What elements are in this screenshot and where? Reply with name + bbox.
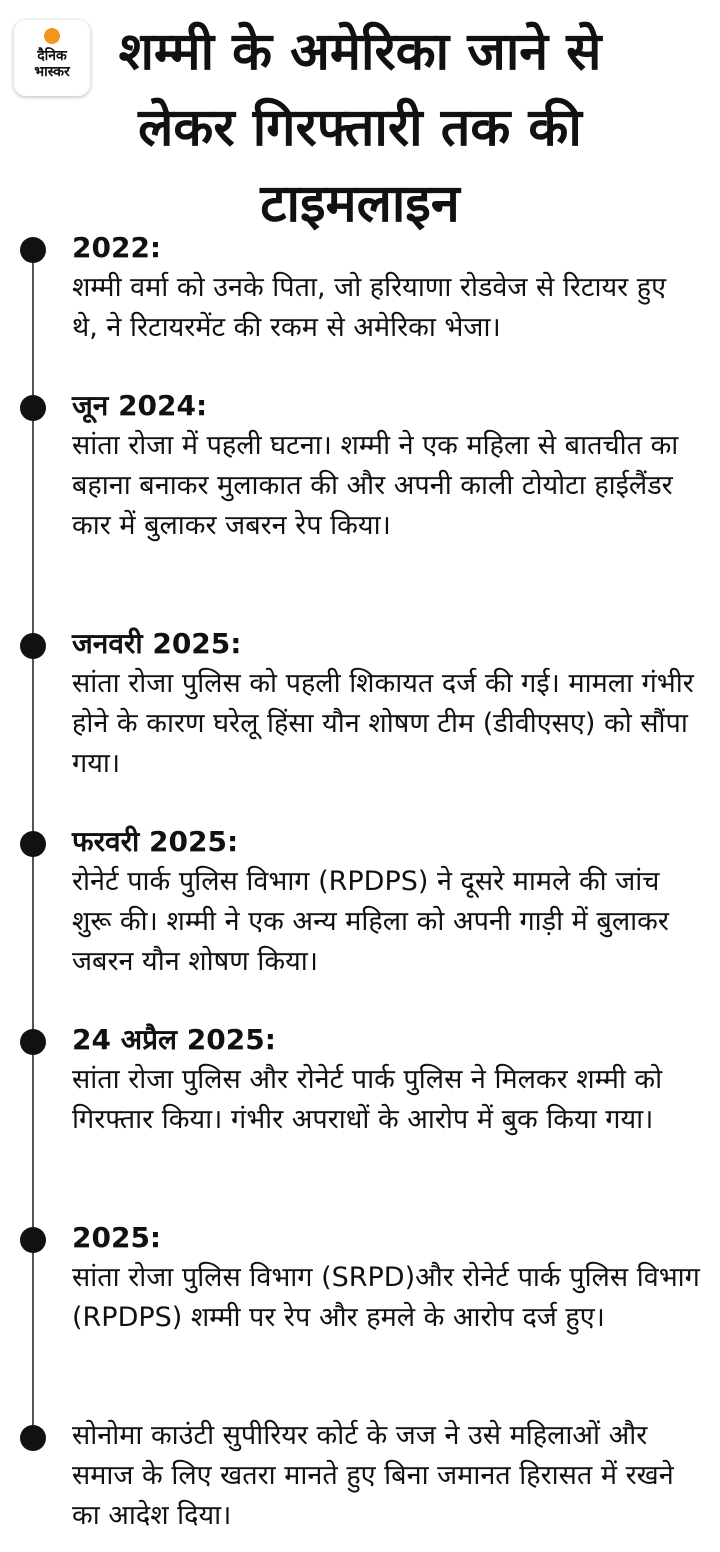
timeline-dot: [20, 1227, 46, 1253]
timeline-entry: [72, 1218, 700, 1338]
timeline-entry: [72, 1020, 700, 1140]
page-title: शम्मी के अमेरिका जाने से लेकर गिरफ्तारी तक की टाइमलाइन: [118, 22, 602, 234]
timeline-date: फरवरी 2025:: [72, 825, 239, 858]
timeline-date: 2025:: [72, 1221, 162, 1254]
timeline-text: सांता रोजा पुलिस और रोनेर्ट पार्क पुलिस ने मिलकर शम्मी को गिरफ्तार किया। गंभीर अपराधों के आरोप में बुक किया गया।: [72, 1064, 663, 1135]
timeline-entry: [72, 822, 700, 982]
timeline-date: 2022:: [72, 231, 162, 264]
sun-icon: [44, 28, 60, 44]
timeline-entry: [72, 386, 700, 546]
timeline-entry: [72, 1416, 700, 1536]
timeline-text: सांता रोजा पुलिस को पहली शिकायत दर्ज की गई। मामला गंभीर होने के कारण घरेलू हिंसा यौन शोषण टीम (डीवीएसए) को सौंपा गया।: [72, 668, 694, 779]
timeline-entry: [72, 228, 700, 348]
dainik-bhaskar-logo: [14, 20, 90, 96]
timeline-dot: [20, 395, 46, 421]
timeline-date: जून 2024:: [72, 389, 208, 422]
timeline-text: रोनेर्ट पार्क पुलिस विभाग (RPDPS) ने दूसरे मामले की जांच शुरू की। शम्मी ने एक अन्य महिला को अपनी गाड़ी में बुलाकर जबरन यौन शोषण किया।: [72, 866, 669, 977]
timeline-dot: [20, 633, 46, 659]
timeline-text: सोनोमा काउंटी सुपीरियर कोर्ट के जज ने उसे महिलाओं और समाज के लिए खतरा मानते हुए बिना जमानत हिरासत में रखने का आदेश दिया।: [72, 1420, 674, 1531]
timeline-text: सांता रोजा पुलिस विभाग (SRPD)और रोनेर्ट पार्क पुलिस विभाग (RPDPS) शम्मी पर रेप और हमले के आरोप दर्ज हुए।: [72, 1262, 700, 1333]
timeline-dot: [20, 237, 46, 263]
timeline-entry: [72, 624, 700, 784]
timeline-dot: [20, 1029, 46, 1055]
logo-text: दैनिक भास्कर: [34, 48, 70, 80]
timeline-date: जनवरी 2025:: [72, 627, 242, 660]
timeline-date: 24 अप्रैल 2025:: [72, 1023, 276, 1056]
timeline-dot: [20, 831, 46, 857]
timeline-text: शम्मी वर्मा को उनके पिता, जो हरियाणा रोडवेज से रिटायर हुए थे, ने रिटायरमेंट की रकम से अमेरिका भेजा।: [72, 272, 667, 343]
timeline-dot: [20, 1425, 46, 1451]
timeline-text: सांता रोजा में पहली घटना। शम्मी ने एक महिला से बातचीत का बहाना बनाकर मुलाकात की और अपनी काली टोयोटा हाईलैंडर कार में बुलाकर जबरन रेप किया।: [72, 430, 679, 541]
